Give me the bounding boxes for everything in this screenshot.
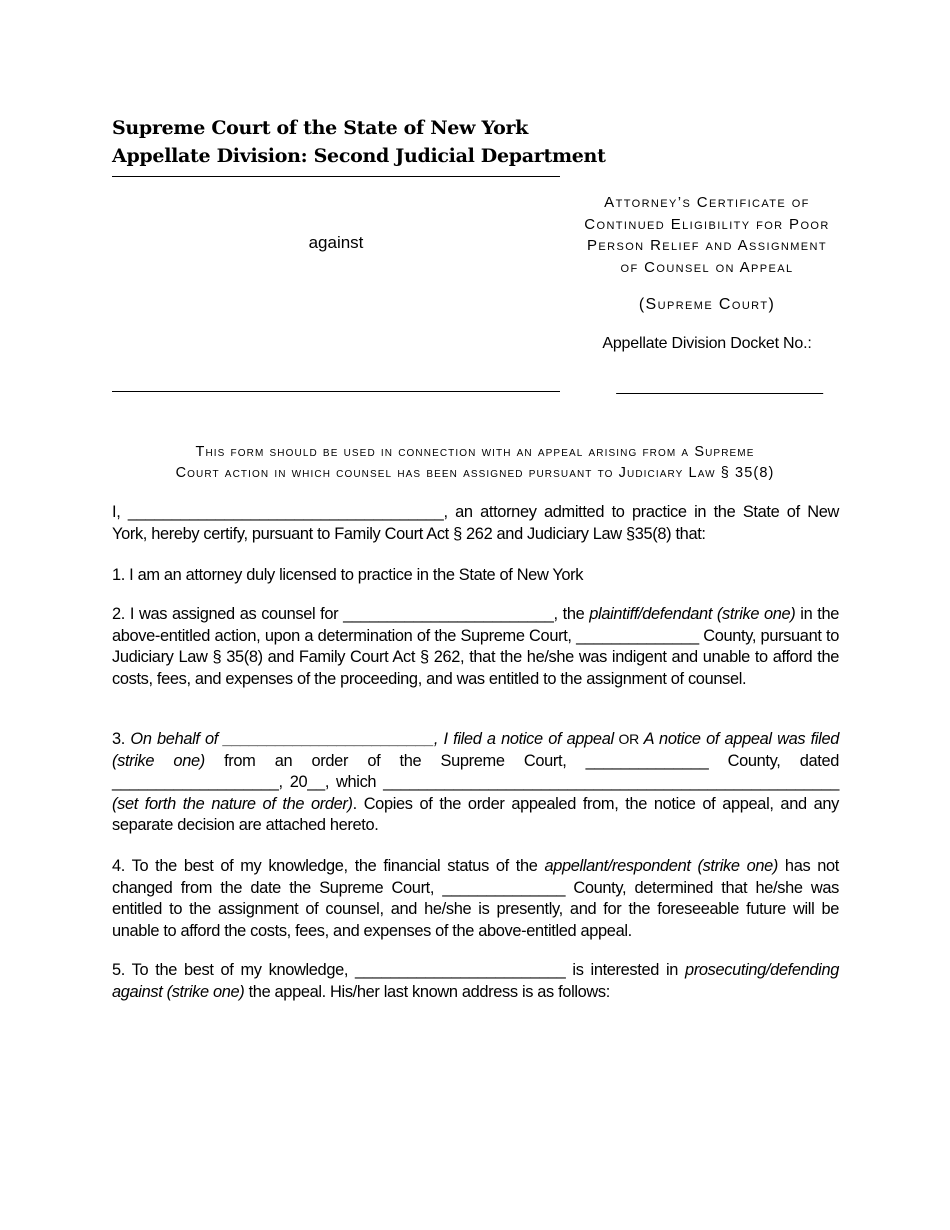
usage-notice-line: Court action in which counsel has been assigned pursuant to Judiciary Law § 35(8) xyxy=(175,465,775,481)
paragraph-3-text: from an order of the Supreme Court, ______________ County, dated ___________________, 20__, which ____________________________________________________ xyxy=(112,751,839,791)
certificate-title-line: Continued Eligibility for Poor xyxy=(584,215,830,233)
or-connector: OR xyxy=(613,731,644,747)
paragraph-3-text: . Copies of the order appealed from, the notice of appeal, and any separate decision are attached hereto. xyxy=(112,794,839,834)
paragraph-4 xyxy=(112,856,839,942)
paragraph-1-text: 1. I am an attorney duly licensed to practice in the State of New York xyxy=(112,566,584,584)
docket-number-label: Appellate Division Docket No.: xyxy=(602,335,812,352)
certificate-title-line: Attorney’s Certificate of xyxy=(604,194,810,211)
paragraph-5-text: the appeal. His/her last known address is as follows: xyxy=(244,982,610,1001)
paragraph-4-text: has not changed from the date the Supreme Court, ______________ County, determined that he/she was entitled to the assignment of counsel, and he/she is presently, and for the foreseeable future will be unable to afford the costs, fees, and expenses of the above-entitled appeal. xyxy=(112,857,839,940)
strike-one-option: A notice of appeal was filed (strike one) xyxy=(112,730,839,770)
paragraph-2-text: in the above-entitled action, upon a determination of the Supreme Court, ______________ County, pursuant to Judiciary Law § 35(8) and Family Court Act § 262, that the he/she was indigent and unable to afford the costs, fees, and expenses of the proceeding, and was entitled to the assignment of counsel. xyxy=(112,605,840,688)
intro-paragraph xyxy=(112,502,839,545)
paragraph-5-text: 5. To the best of my knowledge, ________________________ is interested in xyxy=(112,961,686,979)
against-label: against xyxy=(308,233,364,252)
intro-text: I, ____________________________________, an attorney admitted to practice in the State of New York, hereby certify, pursuant to Family Court Act § 262 and Judiciary Law §35(8) that: xyxy=(112,503,839,543)
docket-number-field[interactable]: ________________________ xyxy=(616,378,823,395)
court-header xyxy=(112,114,606,170)
paragraph-3-text: 3. xyxy=(112,730,131,748)
court-type-label: (Supreme Court) xyxy=(638,296,776,313)
certificate-title xyxy=(562,192,852,278)
strike-one-option: appellant/respondent (strike one) xyxy=(544,857,778,875)
usage-notice xyxy=(112,442,838,484)
caption-top-rule xyxy=(112,176,560,177)
department-name: Appellate Division: Second Judicial Department xyxy=(112,145,606,167)
paragraph-2 xyxy=(112,604,839,690)
paragraph-5 xyxy=(112,960,839,1003)
paragraph-3 xyxy=(112,729,839,837)
paragraph-1 xyxy=(112,565,839,587)
strike-one-option: On behalf of ________________________, I filed a notice of appeal xyxy=(130,730,614,748)
instruction-note: (set forth the nature of the order) xyxy=(112,794,353,813)
certificate-title-line: Person Relief and Assignment xyxy=(586,237,828,254)
court-name: Supreme Court of the State of New York xyxy=(112,117,529,139)
usage-notice-line: This form should be used in connection with an appeal arising from a Supreme xyxy=(195,444,755,460)
caption-bottom-rule xyxy=(112,391,560,392)
strike-one-option: prosecuting/defending against (strike one) xyxy=(112,961,839,1001)
strike-one-option: plaintiff/defendant (strike one) xyxy=(589,605,796,623)
certificate-title-line: of Counsel on Appeal xyxy=(620,258,794,276)
paragraph-2-text: 2. I was assigned as counsel for ________________________, the xyxy=(112,605,590,623)
paragraph-4-text: 4. To the best of my knowledge, the financial status of the xyxy=(112,857,545,875)
